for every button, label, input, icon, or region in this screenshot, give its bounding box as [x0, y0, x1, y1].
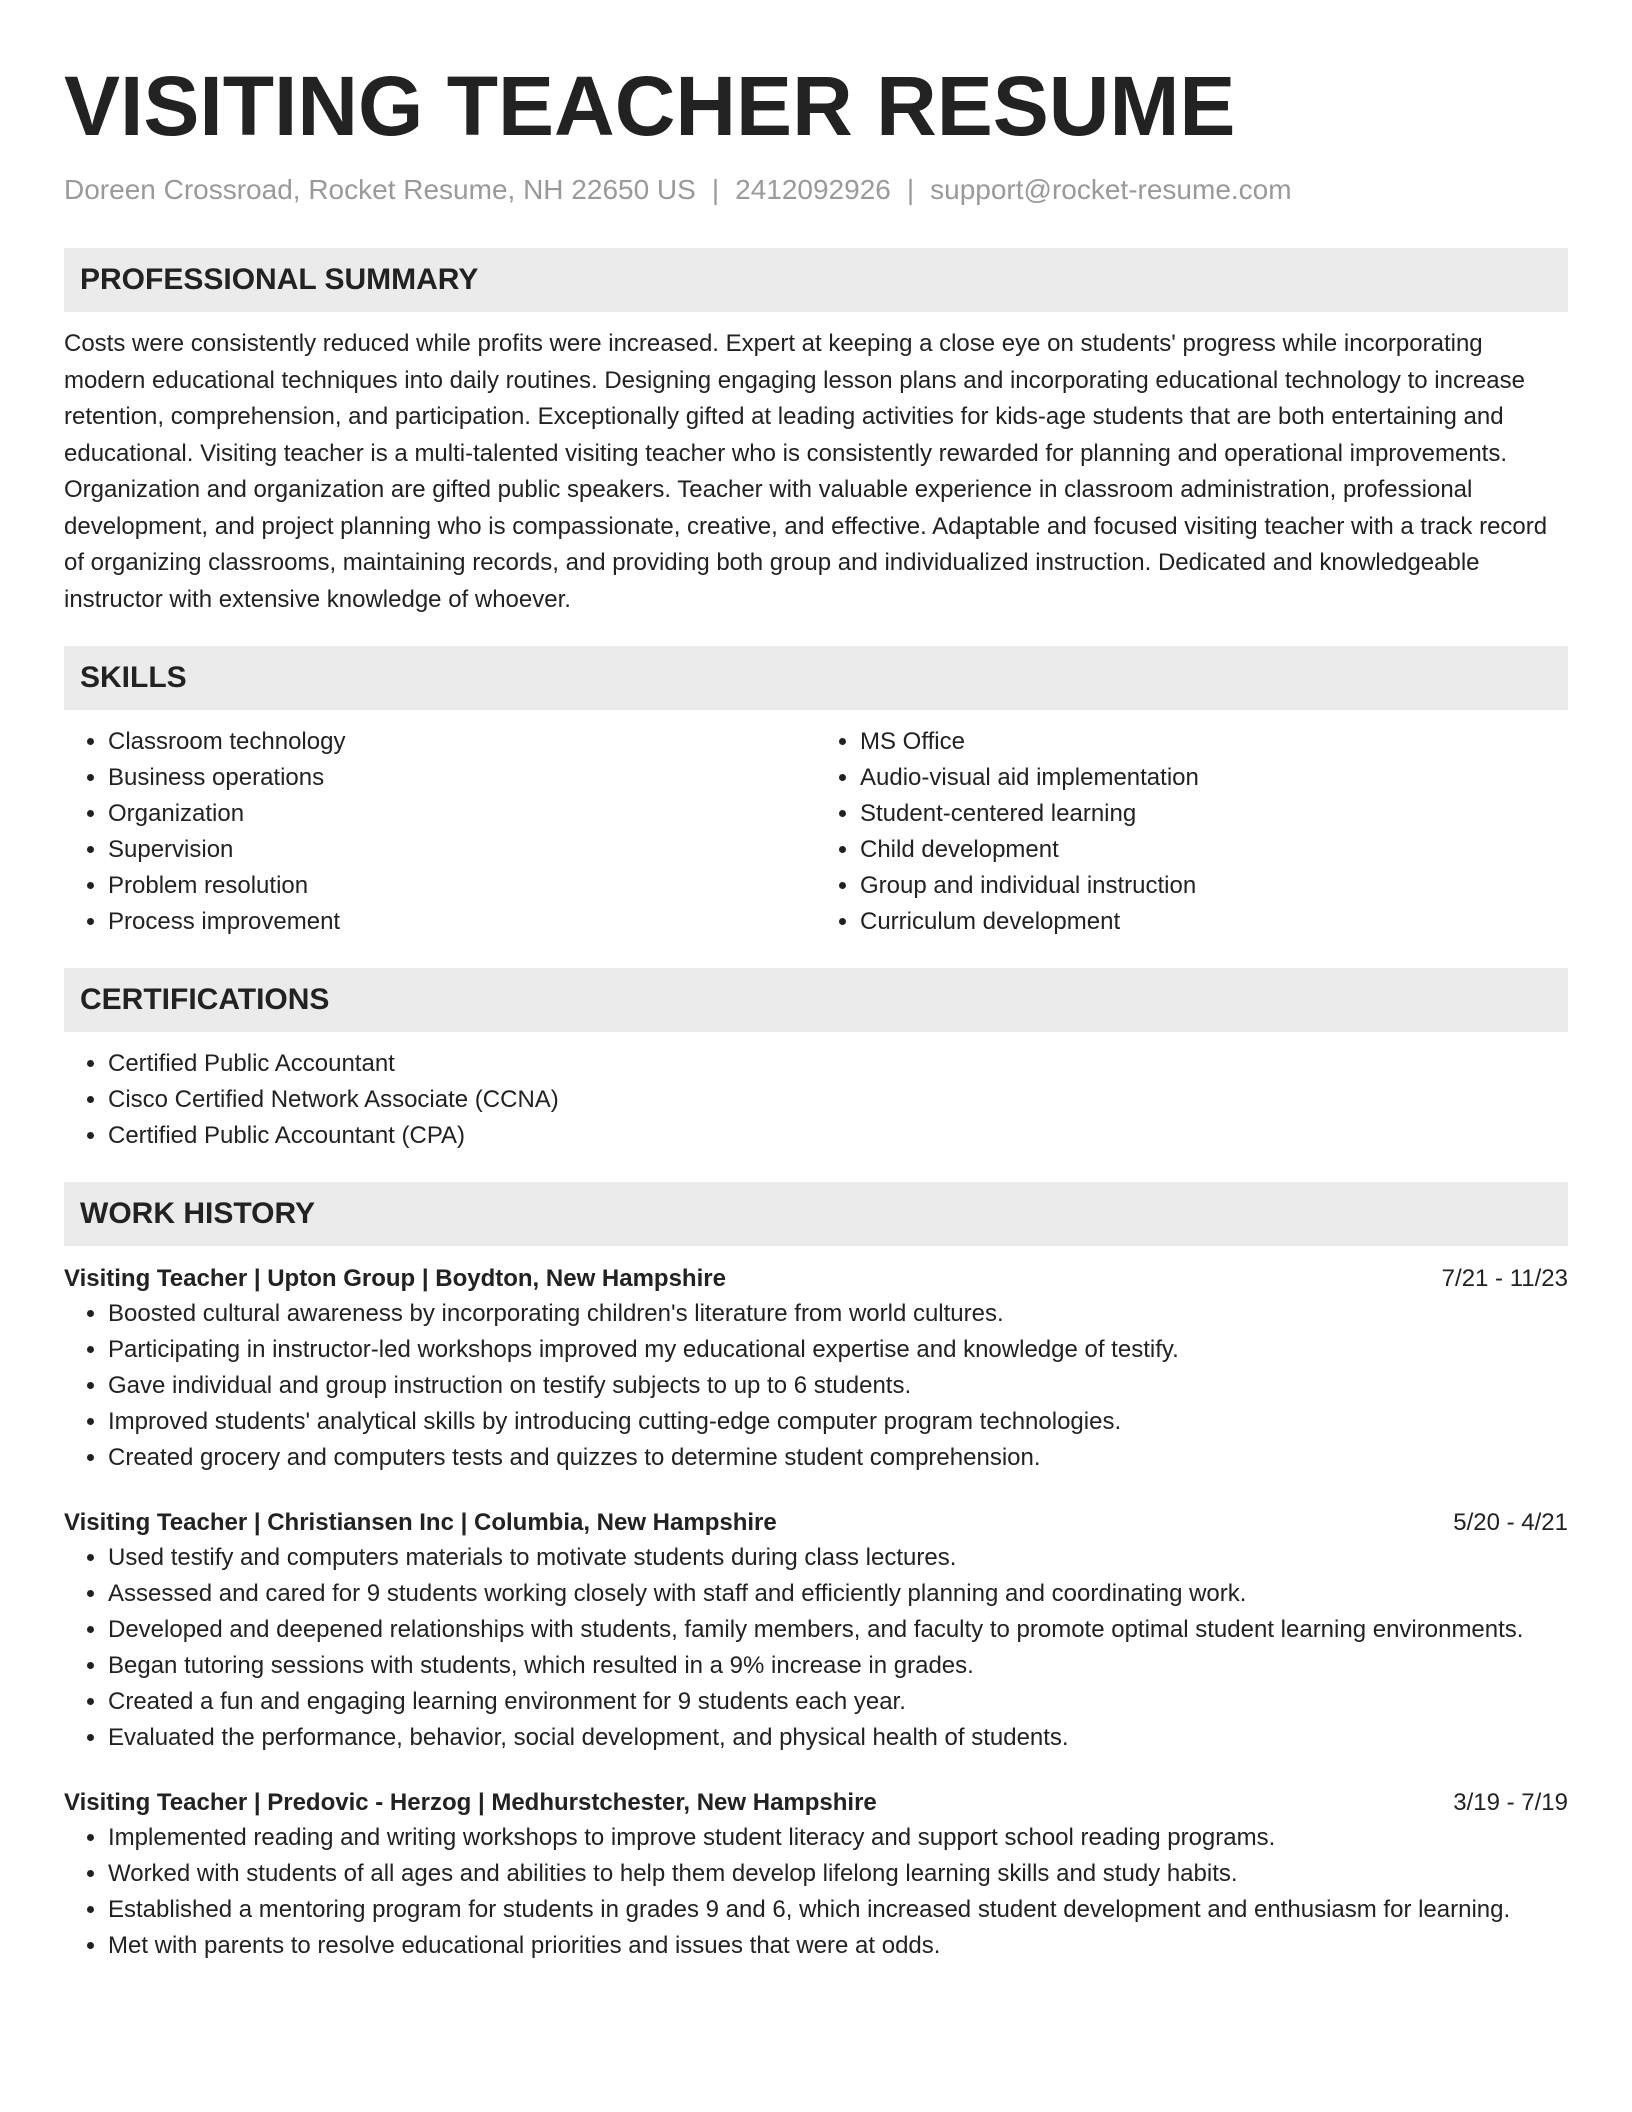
- job-bullet: • Improved students' analytical skills by introducing cutting-edge computer program technologies.: [108, 1404, 1568, 1440]
- contact-line: [64, 172, 1568, 208]
- job-title: Visiting Teacher | Upton Group | Boydton, New Hampshire: [64, 1265, 726, 1292]
- job-header: [64, 1262, 1568, 1296]
- skill-item: • Audio-visual aid implementation: [860, 760, 1568, 796]
- job-entry: [64, 1506, 1568, 1756]
- job-dates: 7/21 - 11/23: [1441, 1265, 1568, 1292]
- skill-item: • Student-centered learning: [860, 796, 1568, 832]
- skill-item: • Business operations: [108, 760, 816, 796]
- skill-item: • Process improvement: [108, 904, 816, 940]
- certification-item: • Certified Public Accountant: [108, 1046, 1568, 1082]
- contact-phone: 2412092926: [735, 174, 891, 205]
- job-entry: [64, 1786, 1568, 1964]
- job-bullet: • Participating in instructor-led workshops improved my educational expertise and knowledge of testify.: [108, 1332, 1568, 1368]
- job-dates: 3/19 - 7/19: [1453, 1789, 1568, 1816]
- job-bullet: • Developed and deepened relationships with students, family members, and faculty to promote optimal student learning environments.: [108, 1612, 1568, 1648]
- job-bullet: • Created grocery and computers tests and quizzes to determine student comprehension.: [108, 1440, 1568, 1476]
- page-title: VISITING TEACHER RESUME: [64, 59, 1236, 153]
- summary-text: Costs were consistently reduced while profits were increased. Expert at keeping a close eye on students' progress while incorporating modern educational techniques into daily routines. Designing engaging lesson plans and incorporating educational technology to increase retention, comprehension, and participation. Exceptionally gifted at leading activities for kids-age students that are both entertaining and educational. Visiting teacher is a multi-talented visiting teacher who is consistently rewarded for planning and operational improvements. Organization and organization are gifted public speakers. Teacher with valuable experience in classroom administration, professional development, and project planning who is compassionate, creative, and effective. Adaptable and focused visiting teacher with a track record of organizing classrooms, maintaining records, and providing both group and individualized instruction. Dedicated and knowledgeable instructor with extensive knowledge of whoever.: [64, 330, 1548, 613]
- certifications-list: [64, 1046, 1568, 1154]
- contact-email: support@rocket-resume.com: [930, 174, 1292, 205]
- skill-item: • Problem resolution: [108, 868, 816, 904]
- job-bullet: • Met with parents to resolve educational priorities and issues that were at odds.: [108, 1928, 1568, 1964]
- job-bullet: • Assessed and cared for 9 students working closely with staff and efficiently planning and coordinating work.: [108, 1576, 1568, 1612]
- skill-item: • Classroom technology: [108, 724, 816, 760]
- contact-separator: |: [711, 174, 720, 205]
- contact-address: Doreen Crossroad, Rocket Resume, NH 22650 US: [64, 174, 696, 205]
- job-bullet: • Created a fun and engaging learning environment for 9 students each year.: [108, 1684, 1568, 1720]
- section-heading-certifications: CERTIFICATIONS: [64, 968, 1568, 1032]
- skill-item: • Supervision: [108, 832, 816, 868]
- job-bullet: • Implemented reading and writing workshops to improve student literacy and support school reading programs.: [108, 1820, 1568, 1856]
- job-bullet: • Used testify and computers materials to motivate students during class lectures.: [108, 1540, 1568, 1576]
- job-bullets: [64, 1540, 1568, 1756]
- section-heading-skills: SKILLS: [64, 646, 1568, 710]
- job-header: [64, 1506, 1568, 1540]
- skill-item: • Group and individual instruction: [860, 868, 1568, 904]
- job-title: Visiting Teacher | Predovic - Herzog | Medhurstchester, New Hampshire: [64, 1789, 877, 1816]
- contact-separator: |: [906, 174, 915, 205]
- job-entry: [64, 1262, 1568, 1476]
- skills-column-right: [816, 724, 1568, 940]
- skill-item: • Child development: [860, 832, 1568, 868]
- job-title: Visiting Teacher | Christiansen Inc | Columbia, New Hampshire: [64, 1509, 777, 1536]
- skill-item: • Organization: [108, 796, 816, 832]
- job-bullet: • Established a mentoring program for students in grades 9 and 6, which increased student development and enthusiasm for learning.: [108, 1892, 1568, 1928]
- job-bullet: • Began tutoring sessions with students, which resulted in a 9% increase in grades.: [108, 1648, 1568, 1684]
- job-bullets: [64, 1820, 1568, 1964]
- section-heading-work-history: WORK HISTORY: [64, 1182, 1568, 1246]
- job-dates: 5/20 - 4/21: [1453, 1509, 1568, 1536]
- job-bullet: • Worked with students of all ages and abilities to help them develop lifelong learning skills and study habits.: [108, 1856, 1568, 1892]
- job-bullet: • Evaluated the performance, behavior, social development, and physical health of students.: [108, 1720, 1568, 1756]
- certification-item: • Certified Public Accountant (CPA): [108, 1118, 1568, 1154]
- job-bullets: [64, 1296, 1568, 1476]
- skill-item: • Curriculum development: [860, 904, 1568, 940]
- skills-column-left: [64, 724, 816, 940]
- skill-item: • MS Office: [860, 724, 1568, 760]
- certification-item: • Cisco Certified Network Associate (CCNA): [108, 1082, 1568, 1118]
- job-bullet: • Gave individual and group instruction on testify subjects to up to 6 students.: [108, 1368, 1568, 1404]
- section-heading-summary: PROFESSIONAL SUMMARY: [64, 248, 1568, 312]
- job-header: [64, 1786, 1568, 1820]
- skills-list: [64, 724, 1568, 940]
- job-bullet: • Boosted cultural awareness by incorporating children's literature from world cultures.: [108, 1296, 1568, 1332]
